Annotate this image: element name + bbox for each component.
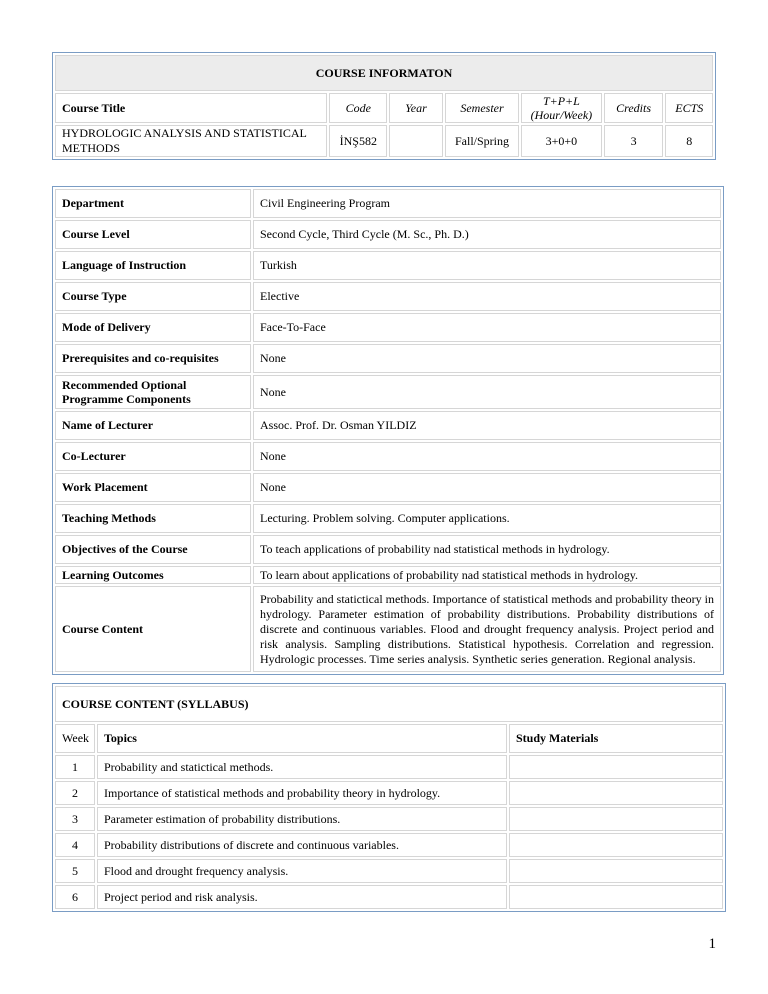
detail-row <box>55 313 721 342</box>
week-number: 4 <box>55 833 95 857</box>
detail-label: Prerequisites and co-requisites <box>55 344 251 373</box>
week-materials <box>509 859 723 883</box>
syllabus-table <box>52 683 726 912</box>
week-materials <box>509 807 723 831</box>
week-topic: Flood and drought frequency analysis. <box>97 859 507 883</box>
header-study-materials: Study Materials <box>509 724 723 753</box>
week-topic: Project period and risk analysis. <box>97 885 507 909</box>
detail-row <box>55 251 721 280</box>
header-topics: Topics <box>97 724 507 753</box>
week-materials <box>509 781 723 805</box>
header-code: Code <box>329 93 387 123</box>
header-ects: ECTS <box>665 93 713 123</box>
week-materials <box>509 755 723 779</box>
header-tpl: T+P+L (Hour/Week) <box>521 93 601 123</box>
detail-row <box>55 535 721 564</box>
detail-label: Co-Lecturer <box>55 442 251 471</box>
detail-row <box>55 375 721 409</box>
header-semester: Semester <box>445 93 519 123</box>
table-row <box>55 859 723 883</box>
course-content-text: Probability and statictical methods. Importance of statistical methods and probability theory in hydrology. Parameter estimation of probability distributions. Probability distributions of discrete and continuous variables. Flood and drought frequency analysis. Project period and risk analysis. Sampling distributions. Statistical hypothesis. Correlation and regression. Hydrologic processes. Time series analysis. Synthetic series generation. Regional analysis. <box>253 586 721 672</box>
detail-label: Recommended Optional Programme Components <box>55 375 251 409</box>
header-year: Year <box>389 93 443 123</box>
course-credits-value: 3 <box>604 125 664 157</box>
table-row <box>55 755 723 779</box>
detail-label: Learning Outcomes <box>55 566 251 584</box>
header-week: Week <box>55 724 95 753</box>
detail-value: Civil Engineering Program <box>253 189 721 218</box>
detail-label: Course Type <box>55 282 251 311</box>
detail-row <box>55 220 721 249</box>
week-materials <box>509 833 723 857</box>
week-number: 2 <box>55 781 95 805</box>
detail-label: Name of Lecturer <box>55 411 251 440</box>
detail-label: Department <box>55 189 251 218</box>
week-number: 1 <box>55 755 95 779</box>
detail-row <box>55 473 721 502</box>
week-topic: Importance of statistical methods and probability theory in hydrology. <box>97 781 507 805</box>
detail-row <box>55 411 721 440</box>
course-details-table <box>52 186 724 675</box>
detail-row <box>55 566 721 584</box>
week-number: 3 <box>55 807 95 831</box>
detail-value: Assoc. Prof. Dr. Osman YILDIZ <box>253 411 721 440</box>
detail-value: Lecturing. Problem solving. Computer applications. <box>253 504 721 533</box>
course-tpl-value: 3+0+0 <box>521 125 601 157</box>
detail-row <box>55 586 721 672</box>
table-row <box>55 781 723 805</box>
table-row <box>55 807 723 831</box>
detail-value: None <box>253 473 721 502</box>
course-code-value: İNŞ582 <box>329 125 387 157</box>
detail-value: Turkish <box>253 251 721 280</box>
detail-label: Course Level <box>55 220 251 249</box>
detail-row <box>55 344 721 373</box>
course-year-value <box>389 125 443 157</box>
detail-row <box>55 189 721 218</box>
course-info-table <box>52 52 716 160</box>
table-row <box>55 833 723 857</box>
table-row <box>55 885 723 909</box>
detail-value: To learn about applications of probability nad statistical methods in hydrology. <box>253 566 721 584</box>
detail-value: Second Cycle, Third Cycle (M. Sc., Ph. D.) <box>253 220 721 249</box>
detail-row <box>55 442 721 471</box>
detail-label: Course Content <box>55 586 251 672</box>
detail-value: None <box>253 375 721 409</box>
course-info-heading: COURSE INFORMATON <box>55 55 713 91</box>
week-topic: Probability and statictical methods. <box>97 755 507 779</box>
week-materials <box>509 885 723 909</box>
detail-label: Mode of Delivery <box>55 313 251 342</box>
detail-label: Work Placement <box>55 473 251 502</box>
week-number: 5 <box>55 859 95 883</box>
detail-value: None <box>253 344 721 373</box>
detail-value: Face-To-Face <box>253 313 721 342</box>
course-title-value: HYDROLOGIC ANALYSIS AND STATISTICAL METHODS <box>55 125 327 157</box>
detail-value: None <box>253 442 721 471</box>
course-ects-value: 8 <box>665 125 713 157</box>
syllabus-heading: COURSE CONTENT (SYLLABUS) <box>55 686 723 722</box>
week-number: 6 <box>55 885 95 909</box>
detail-row <box>55 282 721 311</box>
detail-label: Language of Instruction <box>55 251 251 280</box>
detail-row <box>55 504 721 533</box>
detail-value: Elective <box>253 282 721 311</box>
course-semester-value: Fall/Spring <box>445 125 519 157</box>
detail-label: Objectives of the Course <box>55 535 251 564</box>
detail-label: Teaching Methods <box>55 504 251 533</box>
header-course-title: Course Title <box>55 93 327 123</box>
header-credits: Credits <box>604 93 664 123</box>
detail-value: To teach applications of probability nad statistical methods in hydrology. <box>253 535 721 564</box>
page-number: 1 <box>708 936 716 952</box>
week-topic: Parameter estimation of probability distributions. <box>97 807 507 831</box>
week-topic: Probability distributions of discrete and continuous variables. <box>97 833 507 857</box>
